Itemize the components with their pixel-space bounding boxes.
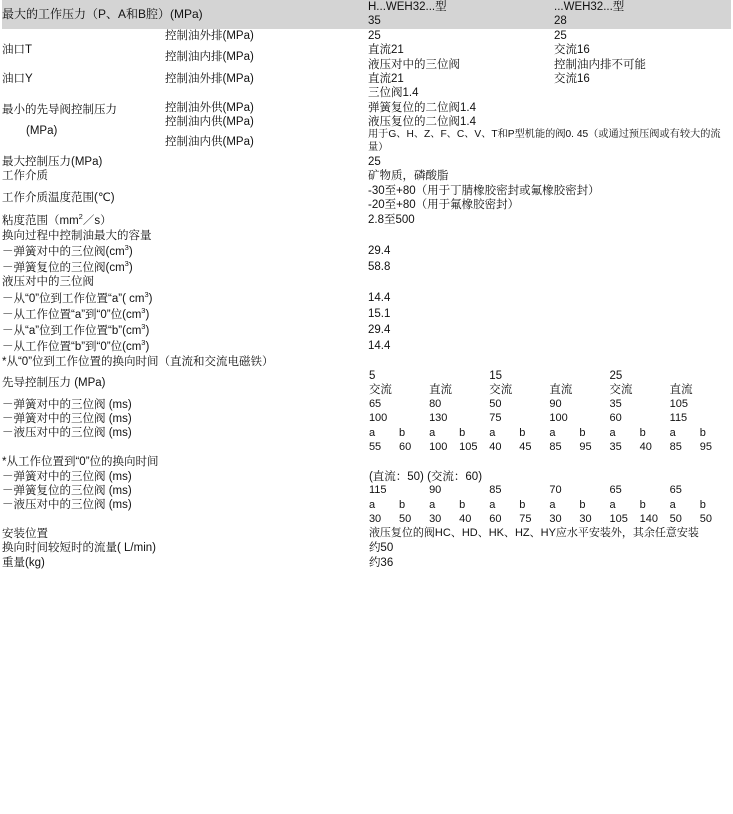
ab-on-3: b	[459, 426, 466, 439]
value-on-hyd-3: 105	[459, 441, 478, 454]
row-weight	[2, 556, 731, 570]
value-off-sr-2: 85	[489, 484, 502, 497]
label-port-t-internal: 控制油内排(MPa)	[165, 51, 254, 64]
label-hyd-a-to-b-a: －从“a”位到工作位置“b”(cm	[2, 324, 142, 337]
value-hyd-a-to-0: 15.1	[368, 307, 391, 320]
value-port-t-external-col2: 25	[554, 29, 567, 42]
ab-off-0: a	[368, 498, 376, 511]
label-vol-spring-return-sup: 3	[124, 259, 129, 269]
value-port-t-internal-col1: 直流21	[368, 44, 404, 57]
value-on-sc1-3: 90	[549, 397, 562, 410]
ab-off-5: b	[519, 498, 526, 511]
label-install-position: 安装位置	[2, 528, 48, 541]
label-viscosity-a: 粘度范围（mm	[2, 215, 79, 228]
value-off-hyd-4: 60	[489, 512, 502, 525]
value-on-hyd-5: 45	[519, 441, 532, 454]
value-port-t-internal-note-col1: 液压对中的三位阀	[368, 58, 460, 71]
value-off-hyd-3: 40	[459, 512, 472, 525]
label-port-t: 油口T	[2, 44, 33, 57]
label-pilot-min-sub2: 控制油外供(MPa)	[165, 101, 254, 114]
label-pilot-min-sub1	[165, 86, 368, 100]
label-viscosity-sup: 2	[78, 212, 83, 222]
current-type-5: 直流	[669, 384, 693, 397]
row-vol-spring-return	[2, 259, 731, 275]
label-pilot-min-pressure	[2, 86, 165, 155]
label-temp-range: 工作介质温度范围(℃)	[2, 191, 115, 204]
label-port-t-external: 控制油外排(MPa)	[165, 29, 254, 42]
table-header-row-titles	[2, 0, 731, 14]
row-hyd-a-to-0	[2, 306, 731, 322]
value-pilot-min-1: 三位阀1.4	[368, 87, 419, 100]
ab-on-10: a	[669, 426, 676, 439]
label-hyd-b-to-0	[2, 338, 368, 354]
label-working-medium: 工作介质	[2, 170, 48, 183]
value-on-hyd-7: 95	[579, 441, 592, 454]
header-main-label: 最大的工作压力（P、A和B腔）(MPa)	[2, 0, 368, 29]
value-hyd-centered-header	[368, 275, 731, 289]
label-vol-spring-return-b: )	[128, 261, 133, 274]
ab-on-5: b	[519, 426, 526, 439]
value-on-sc1-5: 105	[669, 397, 688, 410]
value-off-hyd-11: 50	[699, 512, 712, 525]
value-off-sr-4: 65	[609, 484, 622, 497]
row-on-spring-centered-2	[2, 412, 731, 426]
current-type-3: 直流	[549, 384, 573, 397]
value-on-sc2-0: 100	[368, 412, 388, 425]
value-on-sc2-4: 60	[609, 412, 622, 425]
value-pilot-min-3: 液压复位的二位阀1.4	[368, 116, 476, 128]
value-temp-range-2: -20至+80（用于氟橡胶密封）	[368, 199, 520, 211]
value-flow-rate: 约50	[368, 542, 394, 555]
row-pilot-pressure-groups	[2, 369, 731, 383]
value-off-hyd-8: 105	[609, 512, 628, 525]
value-off-hyd-9: 140	[639, 512, 658, 525]
label-hyd-a-to-0	[2, 306, 368, 322]
ab-on-11: b	[699, 426, 706, 439]
row-temp-range-1	[2, 184, 731, 198]
value-on-sc2-5: 115	[669, 412, 688, 425]
row-on-hyd-centered-ab	[2, 426, 731, 440]
value-on-sc1-1: 80	[429, 397, 442, 410]
label-max-control-pressure: 最大控制压力(MPa)	[2, 155, 103, 168]
text-section-note-1: *从“0”位到工作位置的换向时间（直流和交流电磁铁）	[2, 355, 274, 368]
ab-on-0: a	[368, 426, 376, 439]
value-off-hyd-2: 30	[429, 512, 442, 525]
value-on-hyd-2: 100	[429, 441, 448, 454]
label-vol-spring-return	[2, 259, 368, 275]
label-hyd-centered-header: 液压对中的三位阀	[2, 276, 94, 289]
label-hyd-a-to-0-a: －从工作位置“a”到“0”位(cm	[2, 308, 142, 321]
switching-time-table	[2, 369, 731, 570]
label-hyd-0-to-a	[2, 290, 368, 306]
label-max-volume-header: 换向过程中控制油最大的容量	[2, 229, 152, 242]
row-hyd-b-to-0	[2, 338, 731, 354]
blank-after-note-2	[369, 455, 731, 469]
row-on-hyd-centered-values	[2, 441, 731, 455]
label-vol-spring-centered	[2, 243, 368, 259]
label-weight: 重量(kg)	[2, 556, 45, 569]
label-port-y-external: 控制油外排(MPa)	[165, 72, 254, 85]
label-flow-rate: 换向时间较短时的流量( L/min)	[2, 542, 156, 555]
value-on-sc2-1: 130	[429, 412, 448, 425]
value-off-hyd-1: 50	[399, 512, 412, 525]
value-off-sr-5: 65	[669, 484, 682, 497]
header-col2-title: ...WEH32...型	[554, 0, 731, 14]
label-off-hyd-centered: －液压对中的三位阀 (ms)	[2, 499, 132, 512]
label-hyd-a-to-b	[2, 322, 368, 338]
value-on-hyd-8: 35	[609, 441, 622, 454]
group-pressure-5: 5	[368, 369, 376, 382]
value-temp-range-1: -30至+80（用于丁腈橡胶密封或氟橡胶密封）	[368, 184, 600, 197]
ab-off-11: b	[699, 498, 706, 511]
ab-off-2: a	[429, 498, 436, 511]
row-hyd-0-to-a	[2, 290, 731, 306]
header-col1-title: H...WEH32...型	[368, 0, 554, 14]
row-port-t-external	[2, 29, 731, 43]
value-vol-spring-return: 58.8	[368, 261, 391, 274]
label-on-spring-centered-2: －弹簧对中的三位阀 (ms)	[2, 413, 132, 426]
ab-on-2: a	[429, 426, 436, 439]
label-vol-spring-return-a: －弹簧复位的三位阀(cm	[2, 261, 125, 274]
label-hyd-b-to-0-sup: 3	[141, 338, 146, 348]
ab-off-8: a	[609, 498, 616, 511]
value-on-hyd-10: 85	[669, 441, 682, 454]
value-pilot-min-2: 弹簧复位的二位阀1.4	[368, 101, 476, 114]
label-pilot-min-sub4: 控制油内供(MPa)	[165, 135, 254, 148]
label-port-y: 油口Y	[2, 72, 33, 85]
value-viscosity: 2.8至500	[368, 214, 415, 227]
value-on-hyd-0: 55	[368, 441, 382, 454]
group-pressure-25: 25	[609, 369, 623, 382]
value-hyd-a-to-b: 29.4	[368, 324, 391, 337]
value-on-hyd-1: 60	[399, 441, 412, 454]
ab-off-1: b	[399, 498, 406, 511]
ab-on-4: a	[489, 426, 496, 439]
value-pilot-min-4: 用于G、H、Z、F、C、V、T和P型机能的阀0. 45（或通过预压阀或有较大的流量）	[368, 129, 721, 154]
value-on-sc2-3: 100	[549, 412, 568, 425]
label-hyd-a-to-0-sup: 3	[141, 305, 146, 315]
row-port-y	[2, 72, 731, 86]
value-port-t-internal-note-col2: 控制油内排不可能	[554, 58, 646, 71]
label-vol-spring-centered-sup: 3	[124, 242, 129, 252]
header-col1-value: 35	[368, 14, 554, 28]
specification-table	[2, 0, 731, 369]
current-type-4: 交流	[609, 384, 633, 397]
row-max-volume-header	[2, 229, 731, 243]
value-max-volume-header	[368, 229, 731, 243]
value-hyd-b-to-0: 14.4	[368, 340, 391, 353]
row-hyd-a-to-b	[2, 322, 731, 338]
group-pressure-15: 15	[489, 369, 503, 382]
row-off-spring-centered	[2, 470, 731, 484]
ab-off-3: b	[459, 498, 466, 511]
row-install-position	[2, 527, 731, 541]
row-pilot-min-1	[2, 86, 731, 100]
value-max-control-pressure: 25	[368, 155, 381, 168]
label-hyd-0-to-a-a: －从“0”位到工作位置“a”( cm	[2, 292, 145, 305]
value-on-sc1-4: 35	[609, 397, 622, 410]
row-off-hyd-centered-ab	[2, 498, 731, 512]
value-port-y-col1: 直流21	[368, 72, 404, 85]
row-viscosity	[2, 212, 731, 228]
value-off-sr-3: 70	[549, 484, 562, 497]
value-on-sc1-2: 50	[489, 397, 502, 410]
label-on-hyd-centered: －液压对中的三位阀 (ms)	[2, 427, 132, 440]
ab-on-7: b	[579, 426, 586, 439]
value-vol-spring-centered: 29.4	[368, 244, 391, 257]
label-pilot-min-sub3: 控制油内供(MPa)	[165, 116, 254, 128]
value-off-hyd-0: 30	[368, 512, 382, 525]
value-on-hyd-9: 40	[639, 441, 652, 454]
row-hyd-centered-header	[2, 275, 731, 289]
value-port-t-internal-col2: 交流16	[554, 44, 590, 57]
value-off-spring-centered: (直流：50) (交流：60)	[368, 470, 483, 483]
value-on-hyd-11: 95	[699, 441, 712, 454]
current-type-1: 直流	[429, 384, 453, 397]
label-hyd-b-to-0-a: －从工作位置“b”到“0”位(cm	[2, 341, 142, 354]
value-on-sc2-2: 75	[489, 412, 502, 425]
ab-off-7: b	[579, 498, 586, 511]
value-off-hyd-5: 75	[519, 512, 532, 525]
label-pilot-control-pressure: 先导控制压力 (MPa)	[2, 377, 106, 390]
row-section-note-1	[2, 355, 731, 369]
ab-off-4: a	[489, 498, 496, 511]
value-hyd-0-to-a: 14.4	[368, 291, 391, 304]
header-col2-value: 28	[554, 14, 731, 28]
ab-on-9: b	[639, 426, 646, 439]
ab-off-10: a	[669, 498, 676, 511]
label-off-spring-centered: －弹簧对中的三位阀 (ms)	[2, 470, 132, 483]
label-hyd-0-to-a-sup: 3	[144, 289, 149, 299]
value-off-sr-0: 115	[368, 484, 387, 497]
label-hyd-a-to-b-b: )	[145, 324, 150, 337]
label-viscosity-b: ／s）	[82, 215, 112, 228]
value-off-sr-1: 90	[429, 484, 442, 497]
label-on-hyd-values-blank	[2, 441, 369, 455]
current-type-0: 交流	[368, 384, 392, 397]
value-weight: 约36	[368, 556, 394, 569]
current-type-2: 交流	[489, 384, 513, 397]
label-vol-spring-centered-a: －弹簧对中的三位阀(cm	[2, 245, 125, 258]
value-working-medium: 矿物质，磷酸脂	[368, 170, 449, 183]
label-viscosity	[2, 212, 368, 228]
ab-on-6: a	[549, 426, 556, 439]
label-off-hyd-values-blank	[2, 513, 369, 527]
ab-on-1: b	[399, 426, 406, 439]
row-vol-spring-centered	[2, 243, 731, 259]
row-off-spring-return	[2, 484, 731, 498]
value-off-hyd-10: 50	[669, 512, 682, 525]
label-pilot-min-line2: (MPa)	[26, 124, 58, 137]
label-vol-spring-centered-b: )	[128, 245, 133, 258]
value-port-t-external-col1: 25	[368, 29, 381, 42]
label-on-spring-centered-1: －弹簧对中的三位阀 (ms)	[2, 398, 132, 411]
ab-off-9: b	[639, 498, 646, 511]
value-off-hyd-6: 30	[549, 512, 562, 525]
label-off-spring-return: －弹簧复位的三位阀 (ms)	[2, 484, 132, 497]
label-hyd-a-to-0-b: )	[145, 308, 150, 321]
label-hyd-b-to-0-b: )	[145, 341, 150, 354]
row-section-note-2	[2, 455, 731, 469]
value-off-hyd-7: 30	[579, 512, 592, 525]
value-on-sc1-0: 65	[368, 397, 382, 410]
value-port-y-col2: 交流16	[554, 72, 590, 85]
label-pilot-min-line1: 最小的先导阀控制压力	[2, 104, 117, 117]
ab-on-8: a	[609, 426, 616, 439]
text-section-note-2: *从工作位置到“0”位的换向时间	[2, 456, 159, 469]
row-on-spring-centered-1	[2, 398, 731, 412]
ab-off-6: a	[549, 498, 556, 511]
row-max-control-pressure	[2, 155, 731, 169]
value-on-hyd-6: 85	[549, 441, 562, 454]
label-hyd-a-to-b-sup: 3	[141, 322, 146, 332]
label-hyd-0-to-a-b: )	[148, 292, 153, 305]
row-off-hyd-centered-values	[2, 513, 731, 527]
value-on-hyd-4: 40	[489, 441, 502, 454]
value-install-position: 液压复位的阀HC、HD、HK、HZ、HY应水平安装外，其余任意安装	[368, 527, 699, 540]
row-working-medium	[2, 169, 731, 183]
row-flow-rate	[2, 541, 731, 555]
